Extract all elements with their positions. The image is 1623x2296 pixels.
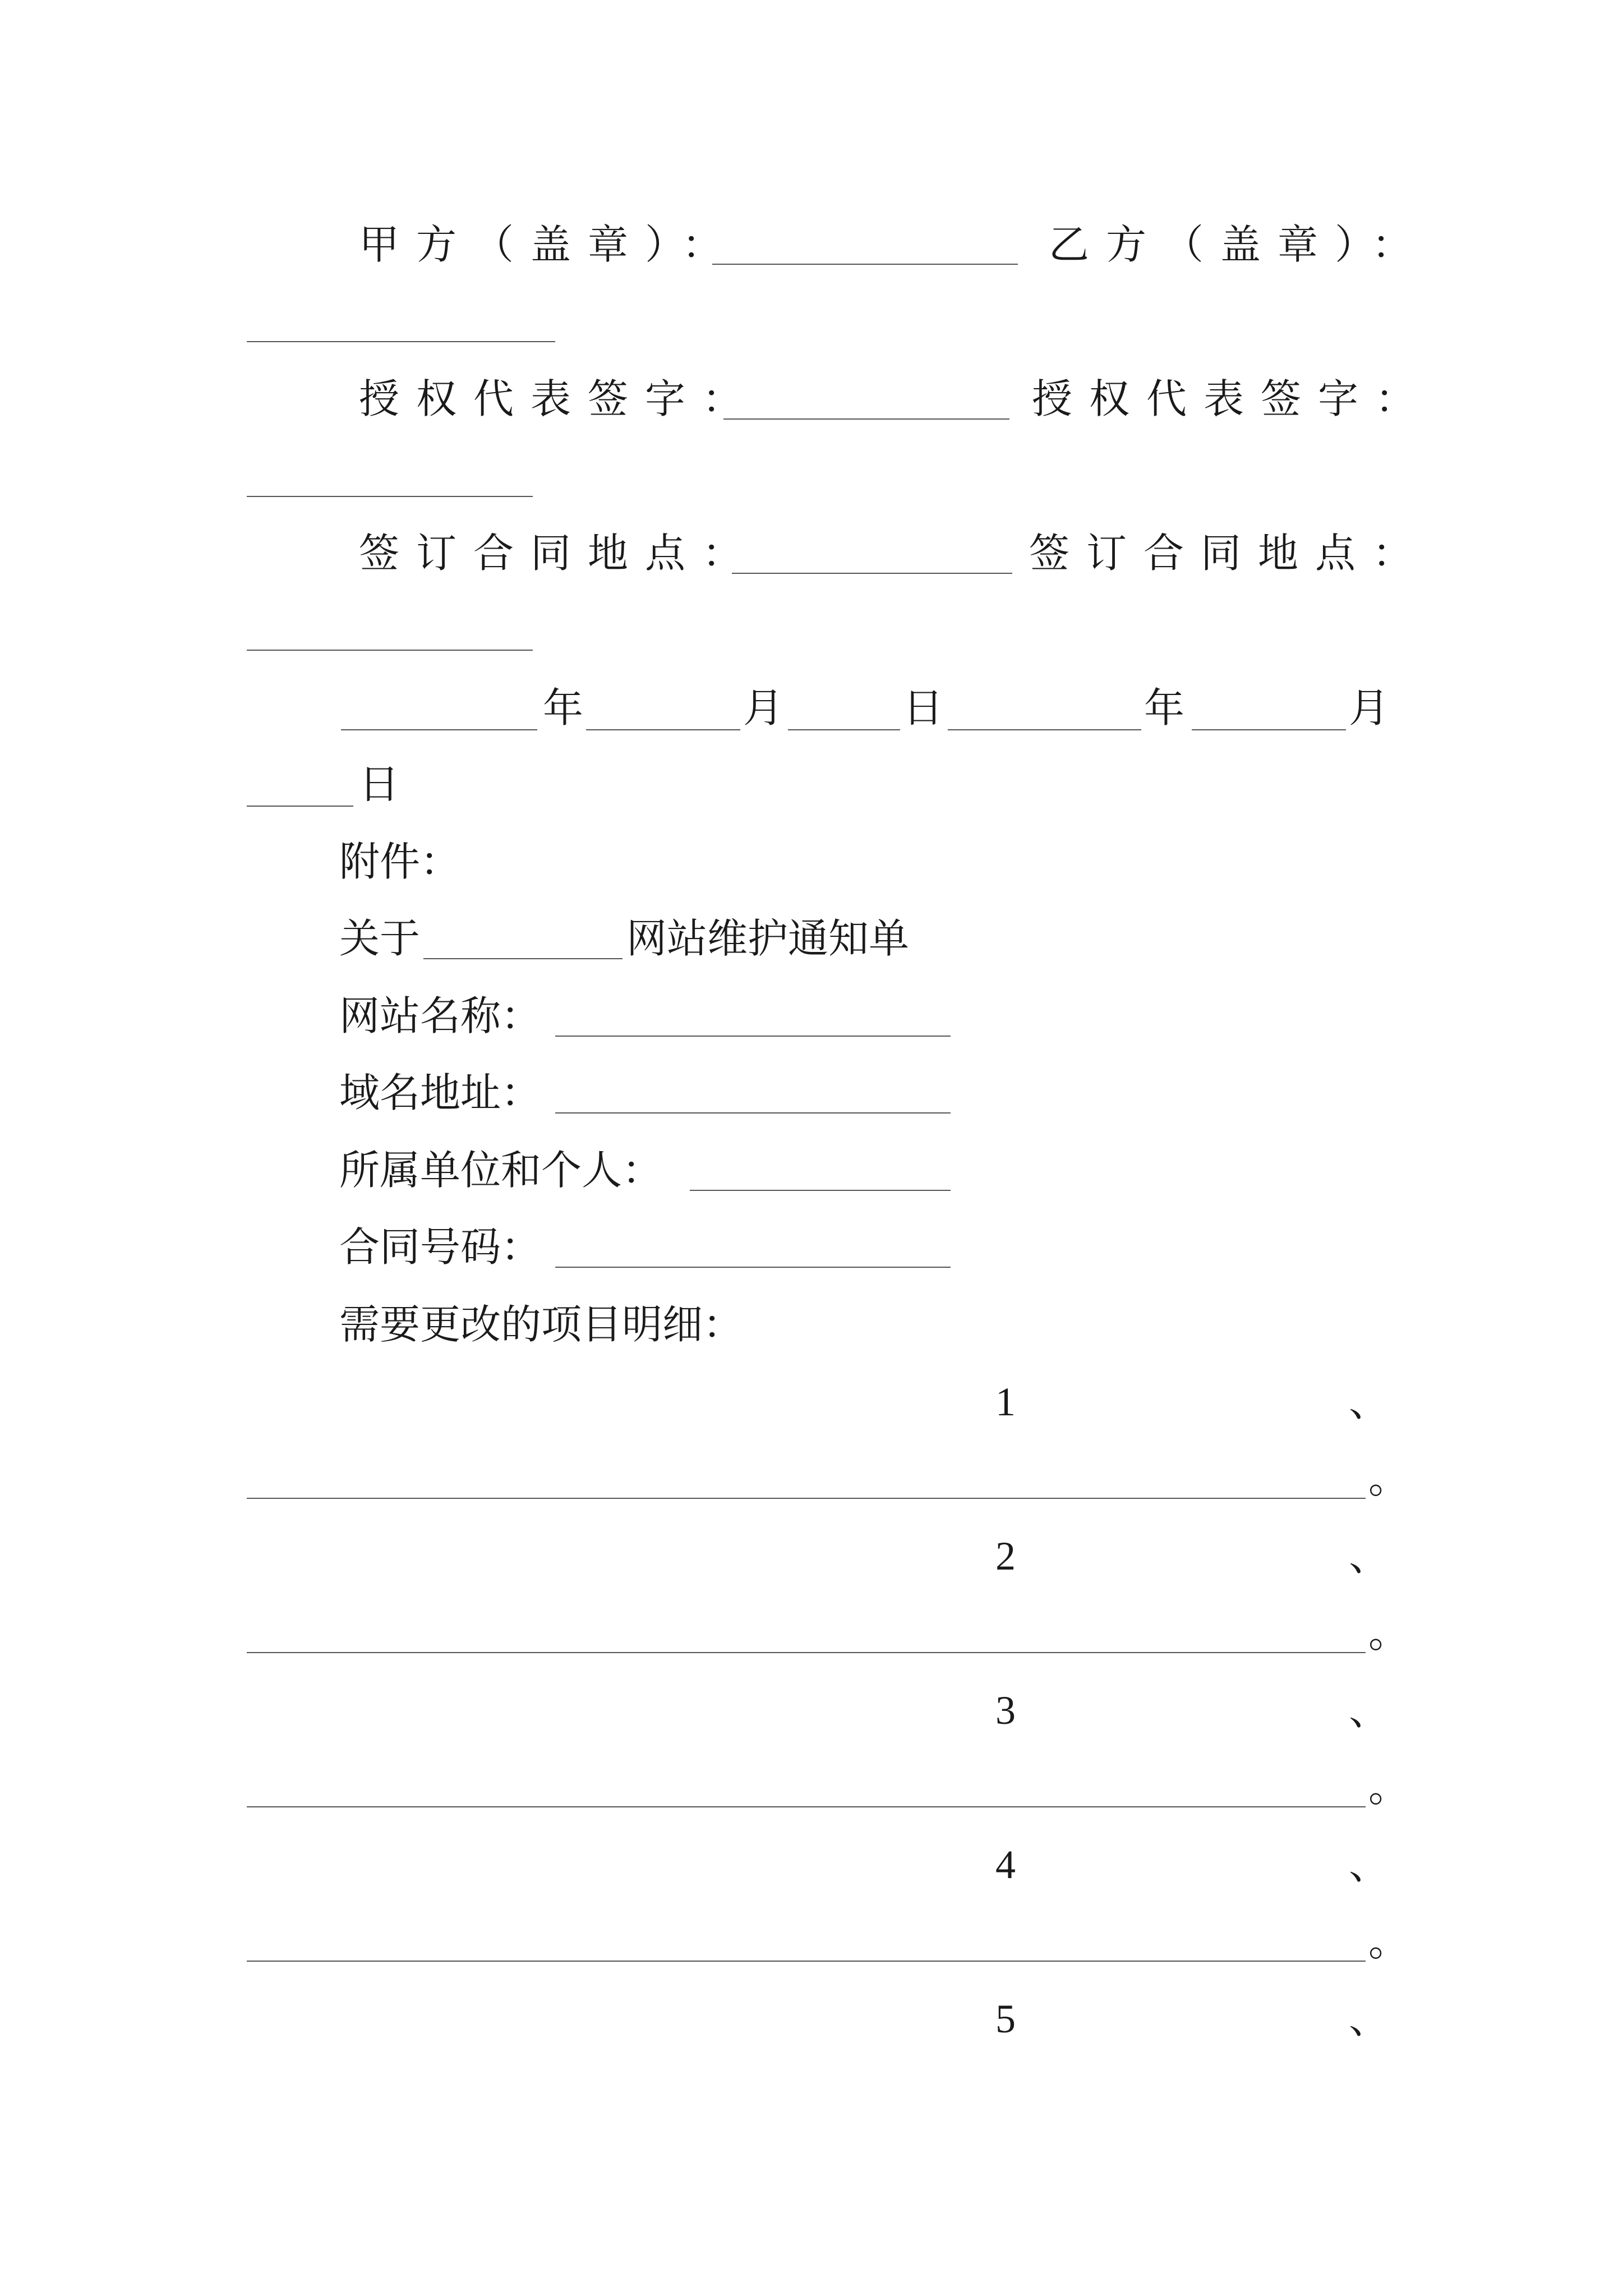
item-4-blank[interactable]: [247, 1961, 1366, 1962]
party-a-rep-sign-label: 授权代表签字：: [359, 375, 760, 422]
contract-no-blank[interactable]: [555, 1267, 951, 1268]
item-3-number: 3: [995, 1688, 1016, 1733]
party-b-seal-blank[interactable]: [247, 341, 555, 342]
item-2-separator: 、: [1349, 1533, 1390, 1580]
party-a-seal-blank[interactable]: [712, 264, 1018, 265]
details-label: 需要更改的项目明细：: [339, 1301, 744, 1348]
party-b-rep-sign-label: 授权代表签字：: [1032, 375, 1433, 422]
site-name-blank[interactable]: [555, 1036, 951, 1037]
item-3-separator: 、: [1349, 1687, 1390, 1734]
site-name-label: 网站名称：: [339, 992, 542, 1039]
item-5-separator: 、: [1349, 1995, 1390, 2042]
party-b-rep-sign-blank[interactable]: [247, 496, 533, 497]
notice-prefix: 关于: [339, 915, 421, 962]
party-b-month-label: 月: [1349, 684, 1390, 731]
item-4-end: 。: [1368, 1918, 1409, 1965]
party-b-day-blank[interactable]: [247, 806, 353, 807]
party-b-month-blank[interactable]: [1192, 729, 1346, 730]
item-1-number: 1: [995, 1379, 1016, 1424]
party-b-seal-label: 乙方（盖章）：: [1049, 221, 1430, 268]
item-3-end: 。: [1368, 1764, 1409, 1811]
item-5-number: 5: [995, 1996, 1016, 2041]
party-b-place-blank[interactable]: [247, 650, 533, 651]
contract-no-label: 合同号码：: [339, 1223, 542, 1271]
owner-label: 所属单位和个人：: [339, 1147, 663, 1194]
item-3-blank[interactable]: [247, 1806, 1366, 1807]
notice-title: 网站维护通知单: [626, 915, 910, 962]
item-1-blank[interactable]: [247, 1498, 1366, 1499]
party-a-day-label: 日: [903, 684, 944, 731]
item-1-end: 。: [1368, 1455, 1409, 1502]
item-2-blank[interactable]: [247, 1652, 1366, 1653]
item-4-separator: 、: [1349, 1841, 1390, 1888]
party-b-day-label: 日: [359, 761, 400, 808]
party-a-rep-sign-blank[interactable]: [723, 418, 1009, 420]
party-b-year-label: 年: [1144, 684, 1185, 731]
item-2-number: 2: [995, 1534, 1016, 1579]
party-a-day-blank[interactable]: [788, 729, 900, 730]
party-b-year-blank[interactable]: [948, 729, 1141, 730]
party-a-month-blank[interactable]: [586, 729, 740, 730]
party-b-place-label: 签订合同地点：: [1029, 530, 1430, 577]
party-a-place-blank[interactable]: [732, 573, 1012, 574]
party-a-year-label: 年: [543, 684, 584, 731]
party-a-place-label: 签订合同地点：: [359, 530, 760, 577]
attachment-label: 附件：: [339, 838, 461, 885]
party-a-seal-label: 甲方（盖章）：: [359, 221, 740, 268]
party-a-year-blank[interactable]: [341, 729, 537, 730]
notice-site-blank[interactable]: [423, 958, 623, 959]
party-a-month-label: 月: [743, 684, 784, 731]
item-1-separator: 、: [1349, 1378, 1390, 1425]
domain-blank[interactable]: [555, 1112, 951, 1114]
item-4-number: 4: [995, 1842, 1016, 1887]
owner-blank[interactable]: [690, 1190, 951, 1191]
item-2-end: 。: [1368, 1609, 1409, 1657]
domain-label: 域名地址：: [339, 1069, 542, 1116]
